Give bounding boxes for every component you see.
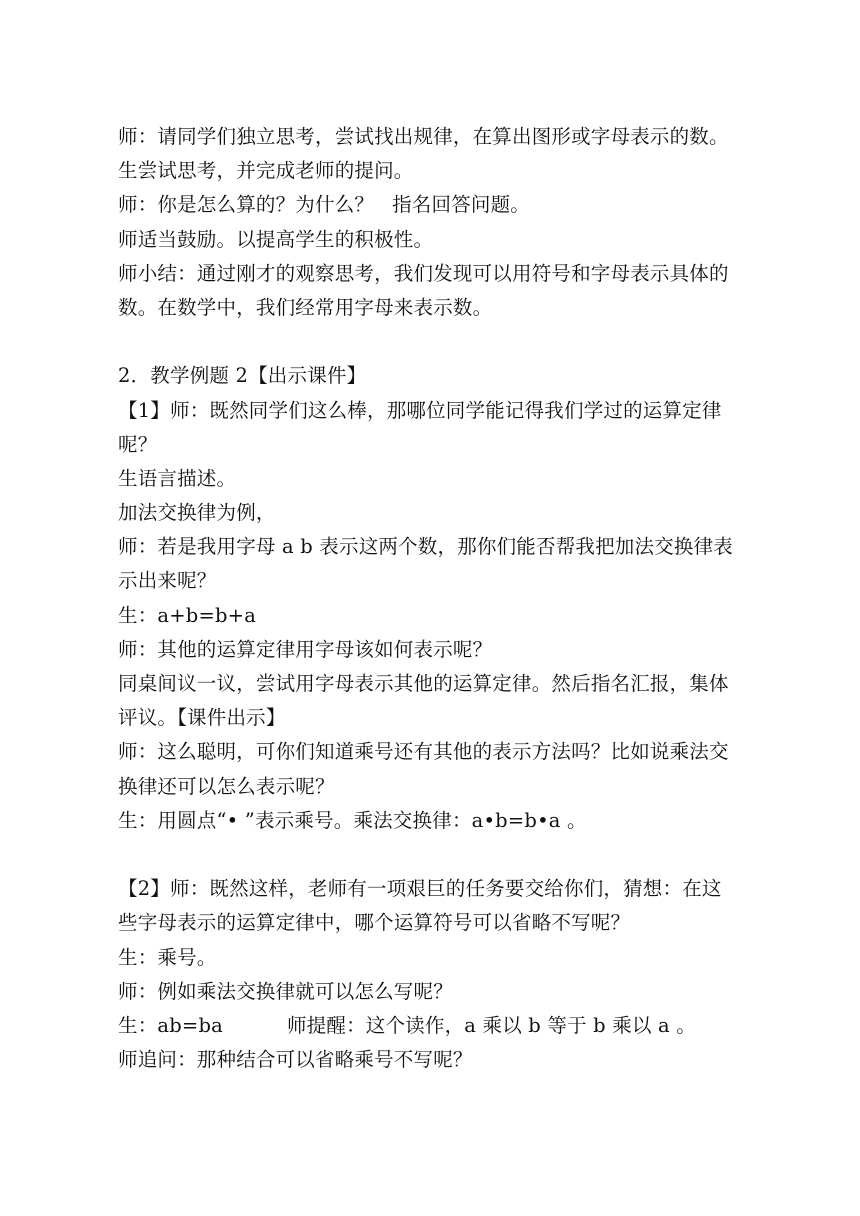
text-line <box>118 462 748 496</box>
text-line <box>118 257 748 291</box>
text-line <box>118 975 748 1009</box>
line-text: 师：请同学们独立思考，尝试找出规律，在算出图形或字母表示的数。 <box>118 125 729 148</box>
line-text: 师：你是怎么算的？为什么？ <box>118 193 375 217</box>
section-heading <box>118 359 748 393</box>
line-text: 师追问：那种结合可以省略乘号不写呢？ <box>118 1048 473 1072</box>
text-line <box>118 1043 748 1077</box>
line-text: 师：其他的运算定律用字母该如何表示呢？ <box>118 637 493 661</box>
line-text: 加法交换律为例， <box>118 501 276 525</box>
line-text: 师：例如乘法交换律就可以怎么写呢？ <box>118 979 453 1003</box>
line-text: 师提醒：这个读作，a 乘以 b 等于 b 乘以 a 。 <box>286 1013 696 1037</box>
line-text: 评议。【课件出示】 <box>118 706 286 730</box>
text-line <box>118 428 748 462</box>
line-text: 些字母表示的运算定律中，哪个运算符号可以省略不写呢？ <box>118 911 631 935</box>
text-line <box>118 633 748 667</box>
text-line <box>118 804 748 838</box>
line-text: 生：a+b=b+a <box>118 603 257 627</box>
text-line <box>118 941 748 975</box>
text-line <box>118 906 748 940</box>
line-text: 师适当鼓励。以提高学生的积极性。 <box>118 227 434 251</box>
line-text: 2．教学例题 2【出示课件】 <box>118 364 367 388</box>
line-text: 呢？ <box>118 432 158 456</box>
text-line <box>118 530 748 564</box>
text-line <box>118 770 748 804</box>
text-line <box>118 872 748 906</box>
line-text: 【1】师：既然同学们这么棒，那哪位同学能记得我们学过的运算定律 <box>118 398 722 422</box>
text-line <box>118 154 748 188</box>
text-line <box>118 496 748 530</box>
line-text: 师：若是我用字母 a b 表示这两个数，那你们能否帮我把加法交换律表 <box>118 535 734 559</box>
blank-line <box>118 838 748 872</box>
text-line <box>118 564 748 598</box>
text-line <box>118 701 748 735</box>
line-text: 【2】师：既然这样，老师有一项艰巨的任务要交给你们，猜想：在这 <box>118 877 722 901</box>
text-line <box>118 223 748 257</box>
text-line <box>118 188 748 222</box>
text-line <box>118 394 748 428</box>
line-text: 生：乘号。 <box>118 945 217 969</box>
line-text: 换律还可以怎么表示呢？ <box>118 774 335 798</box>
line-text: 生语言描述。 <box>118 466 237 490</box>
line-text: 数。在数学中，我们经常用字母来表示数。 <box>118 295 493 319</box>
line-text: 示出来呢？ <box>118 569 217 593</box>
line-text: 同桌间议一议，尝试用字母表示其他的运算定律。然后指名汇报，集体 <box>118 672 729 695</box>
line-text: 师小结：通过刚才的观察思考，我们发现可以用符号和字母表示具体的 <box>118 261 729 285</box>
line-text: 指名回答问题。 <box>392 193 531 217</box>
text-line <box>118 120 748 154</box>
line-text: 生尝试思考，并完成老师的提问。 <box>118 159 414 183</box>
text-line <box>118 667 748 701</box>
line-text: 生：ab=ba <box>118 1013 223 1037</box>
text-line <box>118 291 748 325</box>
text-line <box>118 735 748 769</box>
blank-line <box>118 325 748 359</box>
text-line <box>118 1009 748 1043</box>
text-line <box>118 599 748 633</box>
line-text: 生：用圆点“• ”表示乘号。乘法交换律：a•b=b•a 。 <box>118 808 587 832</box>
document-body <box>118 120 748 1077</box>
line-text: 师：这么聪明，可你们知道乘号还有其他的表示方法吗？比如说乘法交 <box>118 740 729 764</box>
